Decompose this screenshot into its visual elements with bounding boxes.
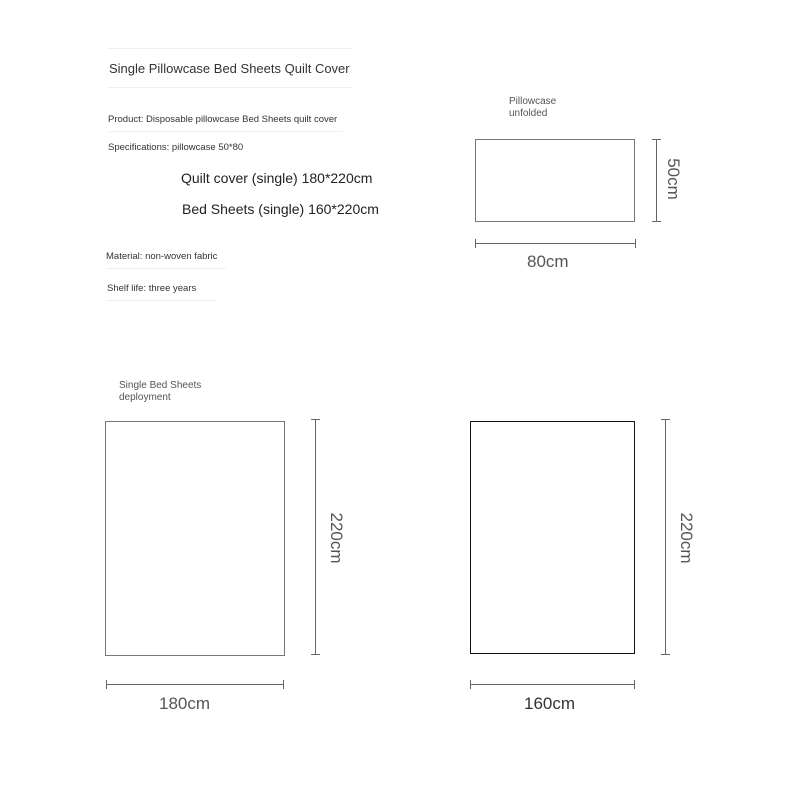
page-title: Single Pillowcase Bed Sheets Quilt Cover bbox=[109, 61, 350, 76]
dimension-tick bbox=[652, 221, 661, 222]
pillowcase-outline bbox=[475, 139, 635, 222]
pillowcase-caption bbox=[509, 96, 556, 120]
bed-sheets-spec: Bed Sheets (single) 160*220cm bbox=[182, 201, 379, 217]
dimension-tick bbox=[311, 654, 320, 655]
bed-sheet-outline bbox=[470, 421, 635, 654]
pillowcase-caption-line2: unfolded bbox=[509, 108, 548, 119]
product-line: Product: Disposable pillowcase Bed Sheets quilt cover bbox=[108, 114, 338, 125]
quilt-width-label: 180cm bbox=[159, 694, 211, 713]
dimension-tick bbox=[470, 680, 471, 689]
quilt-caption-line1: Single Bed Sheets bbox=[119, 380, 202, 391]
sheet-height-line bbox=[665, 419, 666, 655]
shelf-life-line: Shelf life: three years bbox=[107, 283, 197, 294]
quilt-height-label: 220cm bbox=[327, 512, 346, 564]
dimension-tick bbox=[635, 239, 636, 248]
pillowcase-width-label: 80cm bbox=[527, 252, 569, 271]
dimension-tick bbox=[652, 139, 661, 140]
divider bbox=[108, 87, 353, 88]
sheet-width-line bbox=[470, 684, 635, 685]
quilt-height-line bbox=[315, 419, 316, 655]
specifications-line: Specifications: pillowcase 50*80 bbox=[108, 142, 244, 153]
dimension-tick bbox=[311, 419, 320, 420]
pillowcase-height-label: 50cm bbox=[664, 158, 683, 200]
pillowcase-width-line bbox=[475, 243, 636, 244]
dimension-tick bbox=[661, 654, 670, 655]
pillowcase-height-line bbox=[656, 139, 657, 222]
quilt-cover-outline bbox=[105, 421, 285, 656]
dimension-tick bbox=[283, 680, 284, 689]
quilt-cover-spec: Quilt cover (single) 180*220cm bbox=[181, 170, 373, 186]
quilt-caption-line2: deployment bbox=[119, 392, 171, 403]
sheet-width-label: 160cm bbox=[524, 694, 576, 713]
dimension-tick bbox=[634, 680, 635, 689]
quilt-caption bbox=[119, 380, 201, 404]
divider bbox=[108, 48, 353, 49]
material-line: Material: non-woven fabric bbox=[106, 251, 218, 262]
divider bbox=[108, 131, 343, 132]
dimension-tick bbox=[106, 680, 107, 689]
divider bbox=[106, 300, 216, 301]
dimension-tick bbox=[661, 419, 670, 420]
sheet-height-label: 220cm bbox=[677, 512, 696, 564]
dimension-tick bbox=[475, 239, 476, 248]
quilt-width-line bbox=[106, 684, 284, 685]
divider bbox=[106, 268, 226, 269]
pillowcase-caption-line1: Pillowcase bbox=[509, 96, 557, 107]
